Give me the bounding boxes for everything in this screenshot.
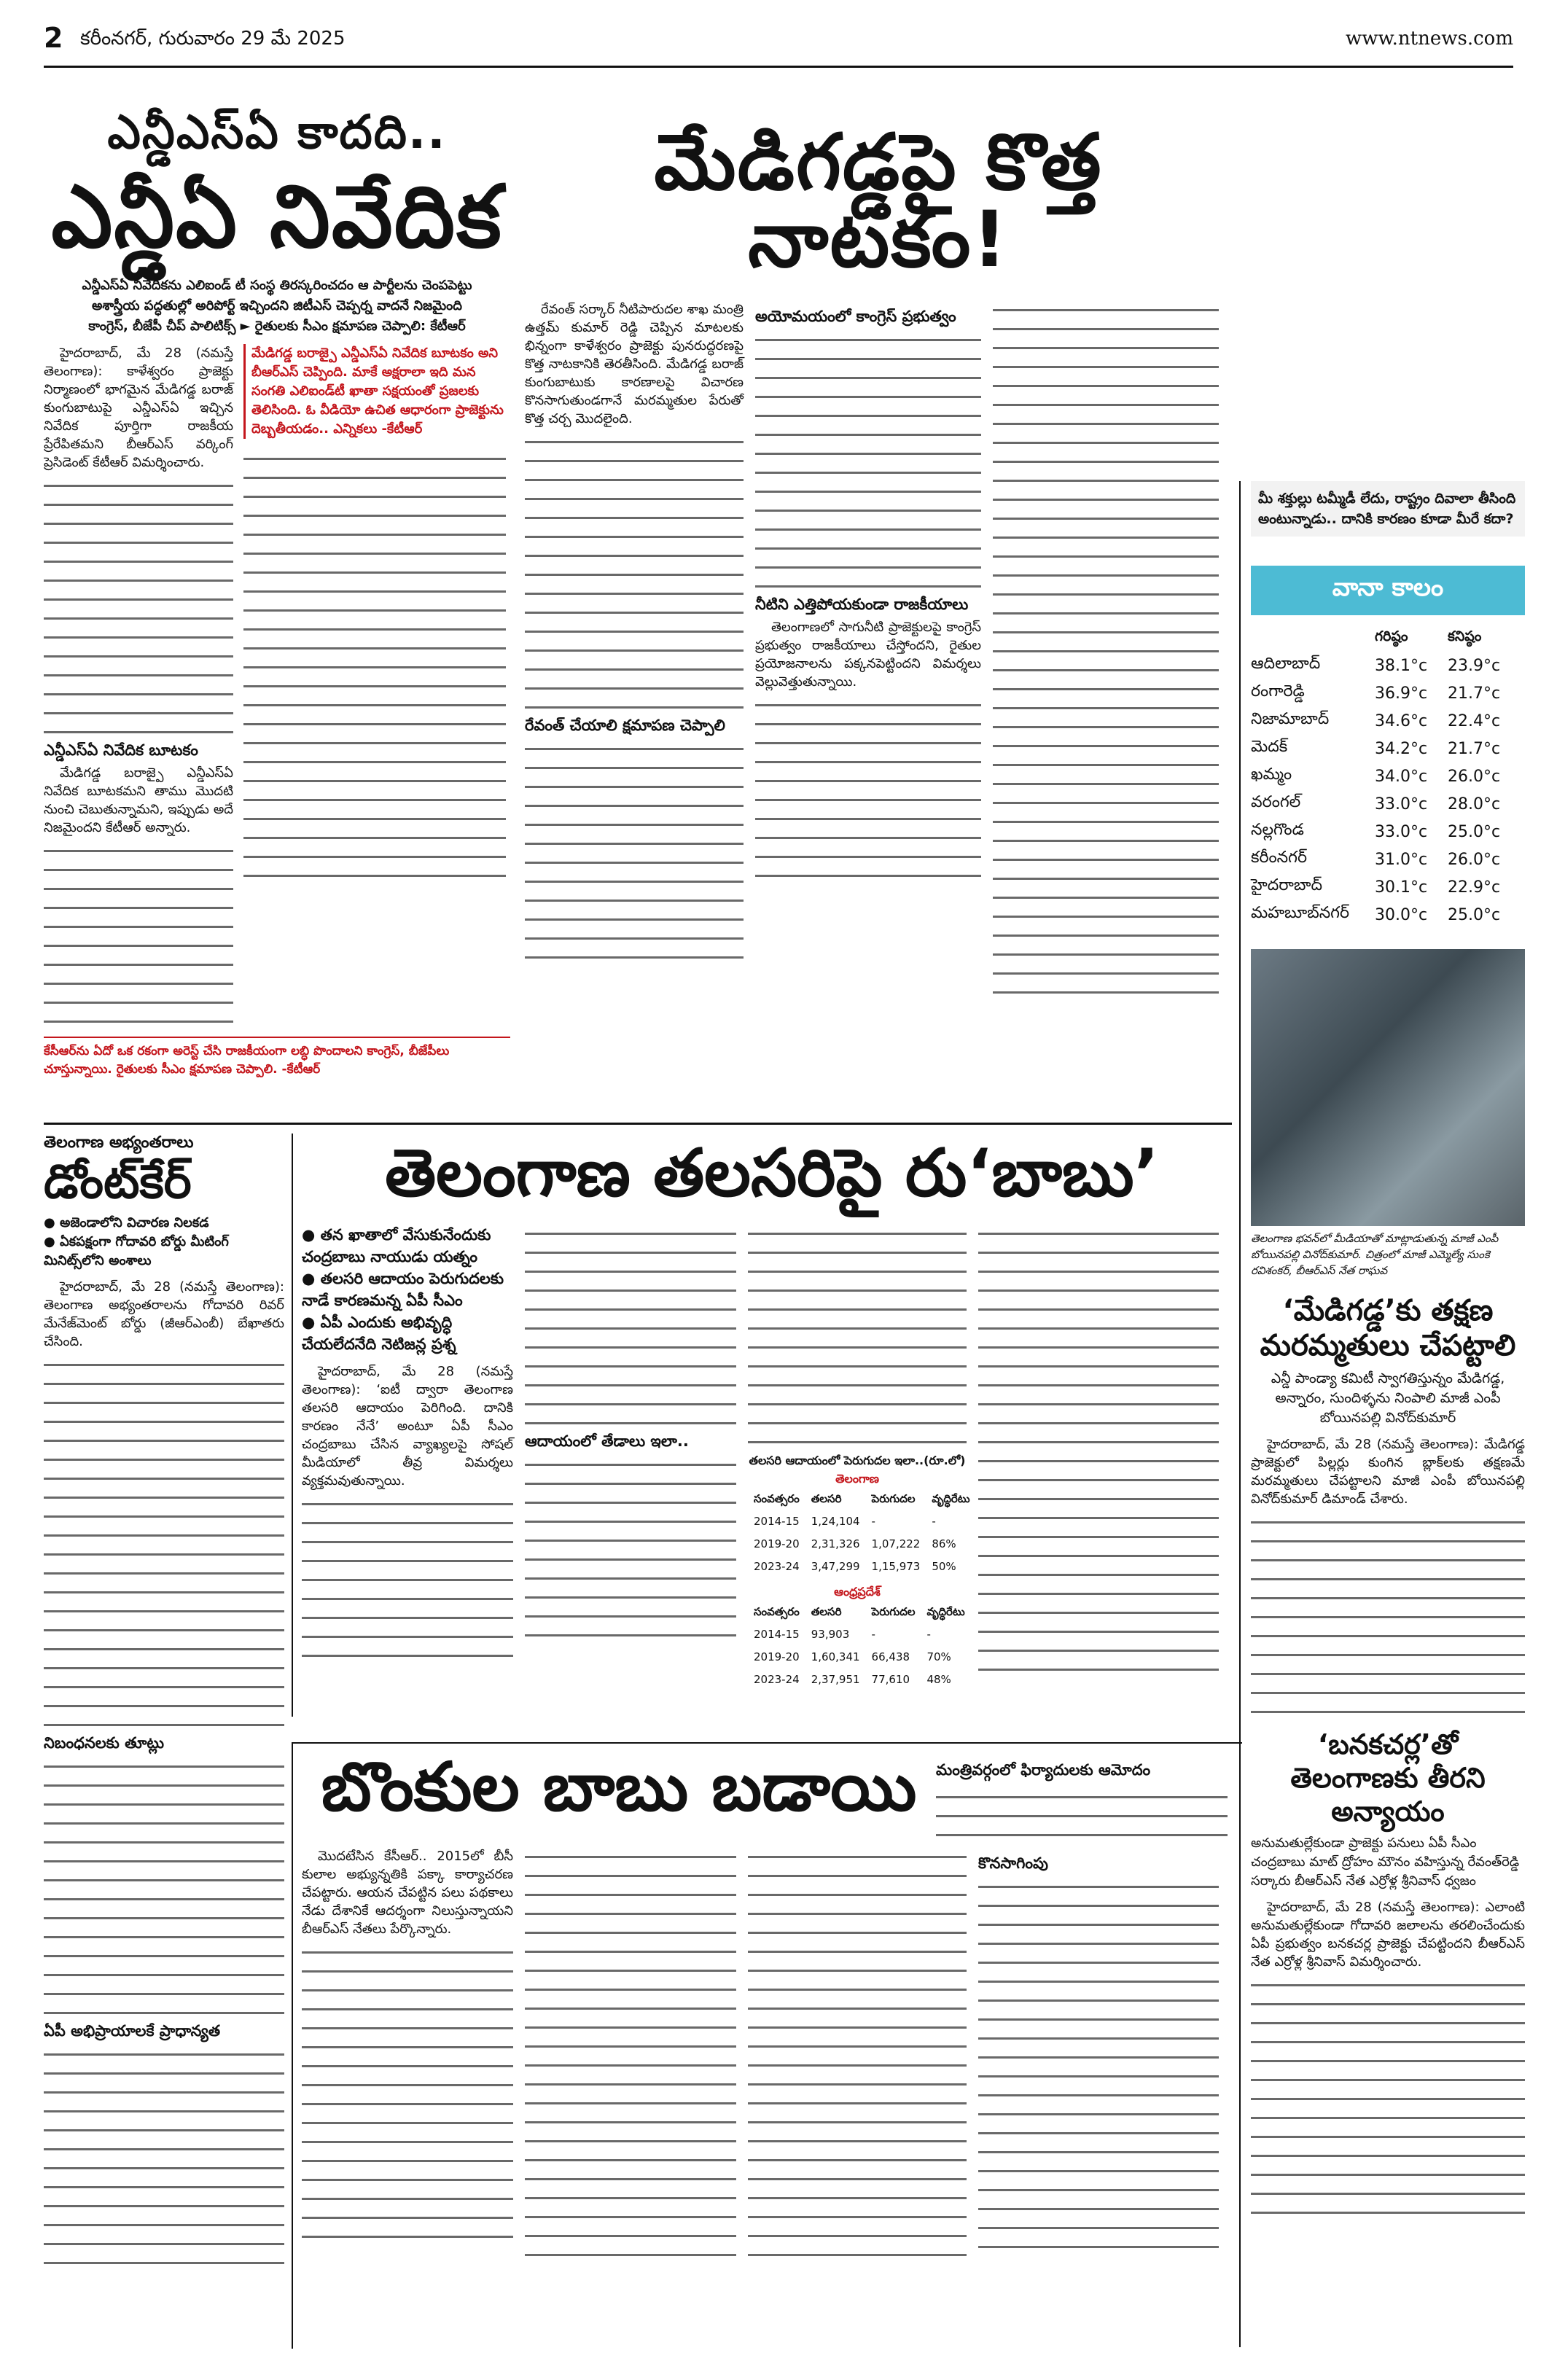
table-row bbox=[748, 1533, 976, 1556]
body-column bbox=[302, 1847, 513, 2264]
body-text-lines bbox=[44, 476, 233, 733]
weather-city: నిజామాబాద్ bbox=[1251, 710, 1330, 728]
table-cell: 1,60,341 bbox=[811, 1650, 860, 1663]
body-text-lines bbox=[748, 1224, 967, 1443]
weather-rows bbox=[1251, 652, 1525, 929]
body-column bbox=[525, 1847, 736, 2264]
income-table-telangana bbox=[748, 1488, 976, 1578]
body-text-lines bbox=[1251, 1975, 1525, 2214]
body-column bbox=[978, 1224, 1219, 1691]
table-header: తలసరి bbox=[811, 1492, 842, 1505]
bullet-item: ● ఏకపక్షంగా గోదావరి బోర్డు మీటింగ్ మినిట్స్‌లోని అంశాలు bbox=[44, 1234, 229, 1268]
body-paragraph: హైదరాబాద్, మే 28 (నమస్తే తెలంగాణ): ఎలాంటి అనుమతుల్లేకుండా గోదావరి జలాలను తరలించేందుకు ఏపీ ప్రభుత్వం బనకచర్ల ప్రాజెక్టు చేపట్టిందని బీఆర్ఎస్ నేత ఎర్రోళ్ల శ్రీనివాస్ విమర్శించారు. bbox=[1251, 1900, 1525, 1970]
weather-row bbox=[1251, 679, 1525, 707]
body-paragraph: హైదరాబాద్, మే 28 (నమస్తే తెలంగాణ): కాళేశ్వరం ప్రాజెక్టు నిర్మాణంలో భాగమైన మేడిగడ్డ బరాజ్ కుంగుబాటుపై ఎన్డీఎస్ఏ ఇచ్చిన నివేదిక పూర్తిగా రాజకీయ ప్రేరేపితమని బీఆర్ఎస్ వర్కింగ్ ప్రెసిడెంట్ కేటీఆర్ విమర్శించారు. bbox=[44, 346, 233, 470]
body-paragraph: తెలంగాణలో సాగునీటి ప్రాజెక్టులపై కాంగ్రెస్ ప్రభుత్వం రాజకీయాలు చేస్తోందని, రైతుల ప్రయోజనాలను పక్కనపెట్టిందని విమర్శలు వెల్లువెత్తుతున్నాయి. bbox=[755, 620, 981, 690]
table-cell: 2,37,951 bbox=[811, 1673, 860, 1686]
table-cell: 2019-20 bbox=[754, 1650, 800, 1663]
photo-caption: తెలంగాణ భవన్‌లో మీడియాతో మాట్లాడుతున్న మాజీ ఎంపీ బోయినపల్లి వినోద్‌కుమార్. చిత్రంలో మాజీ ఎమ్మెల్యే సుంకె రవిశంకర్, బీఆర్ఎస్ నేత రాఘవ bbox=[1251, 1232, 1499, 1277]
body-column bbox=[44, 344, 233, 1031]
story-headline: ‘మేడిగడ్డ’కు తక్షణ మరమ్మతులు చేపట్టాలి bbox=[1260, 1294, 1516, 1362]
table-header: సంవత్సరం bbox=[754, 1492, 800, 1505]
bullet-item: ● తన ఖాతాలో వేసుకునేందుకు చంద్రబాబు నాయుడు యత్నం bbox=[302, 1226, 491, 1265]
weather-max: 36.9°c bbox=[1375, 684, 1428, 703]
body-text-lines bbox=[978, 1877, 1219, 2248]
table-cell: 1,24,104 bbox=[811, 1515, 860, 1528]
table-cell: 93,903 bbox=[811, 1628, 850, 1641]
table-cell: 2014-15 bbox=[754, 1628, 800, 1641]
weather-min: 25.0°c bbox=[1448, 822, 1501, 841]
weather-min: 25.0°c bbox=[1448, 905, 1501, 924]
story-body bbox=[44, 1278, 284, 2264]
weather-max: 30.0°c bbox=[1375, 905, 1428, 924]
red-footer-quote: కేసీఆర్‌ను ఏదో ఒక రకంగా అరెస్ట్ చేసి రాజకీయంగా లబ్ధి పొందాలని కాంగ్రెస్, బీజేపీలు చూస్తున్నాయి. రైతులకు సీఎం క్షమాపణ చెప్పాలి. -కేటీఆర్ bbox=[44, 1037, 510, 1079]
weather-min: 22.9°c bbox=[1448, 878, 1501, 897]
headline: ఎన్డీఏ నివేదిక bbox=[51, 166, 503, 267]
table-cell: 50% bbox=[932, 1560, 956, 1573]
table-cell: - bbox=[932, 1515, 936, 1528]
body-text-lines bbox=[978, 1224, 1219, 1671]
weather-min: 26.0°c bbox=[1448, 767, 1501, 786]
table-row bbox=[748, 1646, 971, 1669]
table-cell: 86% bbox=[932, 1537, 956, 1550]
weather-row bbox=[1251, 762, 1525, 790]
weather-city: ఆదిలాబాద్ bbox=[1251, 655, 1321, 673]
body-column bbox=[748, 1224, 970, 1691]
subhead: ఆదాయంలో తేడాలు ఇలా.. bbox=[525, 1432, 689, 1450]
table-header-row bbox=[748, 1601, 971, 1623]
weather-box bbox=[1251, 566, 1525, 929]
deck-line: కాంగ్రెస్, బీజేపీ చీప్ పాలిటిక్స్ ► రైతులకు సీఎం క్షమాపణ చెప్పాలి: కేటీఆర్ bbox=[88, 319, 466, 334]
subhead: కొనసాగింపు bbox=[978, 1854, 1048, 1872]
headline: డోంట్‌కేర్ bbox=[44, 1155, 192, 1209]
kicker: ఎన్డీఎస్ఏ కాదది.. bbox=[107, 106, 447, 160]
body-column bbox=[978, 1847, 1219, 2264]
body-column bbox=[748, 1847, 967, 2264]
story-deck: ఎన్డీ పాండ్యా కమిటీ స్వాగతిస్తున్నం మేడిగడ్డ, అన్నారం, సుందిళ్ళను నింపాలి మాజీ ఎంపీ బోయినపల్లి వినోద్‌కుమార్ bbox=[1271, 1370, 1505, 1426]
table-cell: - bbox=[871, 1515, 875, 1528]
table-cell: - bbox=[871, 1628, 875, 1641]
weather-min: 28.0°c bbox=[1448, 795, 1501, 814]
mid-story bbox=[292, 1134, 1242, 1717]
body-text-lines bbox=[44, 2045, 284, 2264]
weather-city: నల్లగొండ bbox=[1251, 821, 1304, 839]
body-text-lines bbox=[748, 1847, 967, 2256]
weather-col-min: కనిష్ఠం bbox=[1448, 628, 1482, 644]
weather-row bbox=[1251, 790, 1525, 818]
subhead: అయోమయంలో కాంగ్రెస్ ప్రభుత్వం bbox=[755, 308, 956, 325]
story-body bbox=[1251, 1898, 1525, 2214]
table-row bbox=[748, 1556, 976, 1578]
body-paragraph: హైదరాబాద్, మే 28 (నమస్తే తెలంగాణ): తెలంగాణ అభ్యంతరాలను గోదావరి రివర్ మేనేజ్‌మెంట్ బోర్డు (జీఆర్ఎంబీ) బేఖాతరు చేసింది. bbox=[44, 1279, 284, 1349]
headline: తెలంగాణ తలసరిపై రు‘బాబు’ bbox=[385, 1135, 1159, 1212]
bullet-item: ● తలసరి ఆదాయం పెరుగుదలకు నాడే కారణమన్న ఏపీ సీఎం bbox=[302, 1270, 504, 1309]
bullet-text: ఏకపక్షంగా గోదావరి బోర్డు మీటింగ్ మినిట్స్‌లోని అంశాలు bbox=[44, 1234, 229, 1268]
subhead: నిబంధనలకు తూట్లు bbox=[44, 1734, 164, 1752]
weather-row bbox=[1251, 818, 1525, 846]
red-quote: మేడిగడ్డ బరాజ్పై ఎన్డీఎస్ఏ నివేదిక బూటకం అని బీఆర్ఎస్ చెప్పింది. మాకే అక్షరాలా ఇది మన సంగతి ఎలిఐండ్‌టీ ఖాతా సక్షయంతో ప్రజలకు తెలిసింది. ఓ వీడియో ఉచిత ఆధారంగా ప్రాజెక్టును దెబ్బతీయడం.. ఎన్నికలు -కేటీఆర్ bbox=[243, 344, 506, 439]
table-cell: 3,47,299 bbox=[811, 1560, 860, 1573]
bullet-text: తన ఖాతాలో వేసుకునేందుకు చంద్రబాబు నాయుడు యత్నం bbox=[302, 1226, 491, 1265]
table-cell: 48% bbox=[926, 1673, 951, 1686]
headline: బొంకుల బాబు బడాయి bbox=[321, 1748, 917, 1826]
table-label: ఆంధ్రప్రదేశ్ bbox=[834, 1585, 881, 1599]
weather-row bbox=[1251, 735, 1525, 762]
body-text-lines bbox=[1251, 1513, 1525, 1713]
weather-city: మెదక్ bbox=[1251, 738, 1288, 756]
story-body bbox=[1251, 1435, 1525, 1713]
body-text-lines bbox=[243, 449, 506, 877]
subhead: నీటిని ఎత్తిపోయకుండా రాజకీయాలు bbox=[755, 596, 969, 613]
body-text-lines bbox=[525, 1455, 736, 1636]
table-header-row bbox=[748, 1488, 976, 1510]
lead-right-story bbox=[525, 80, 1232, 1115]
table-header: పెరుగుదల bbox=[871, 1492, 916, 1505]
weather-city: వరంగల్ bbox=[1251, 793, 1301, 811]
table-caption: తలసరి ఆదాయంలో పెరుగుదల ఇలా..(రూ.లో) bbox=[749, 1454, 966, 1467]
weather-max: 33.0°c bbox=[1375, 822, 1428, 841]
kicker: తెలంగాణ అభ్యంతరాలు bbox=[44, 1134, 194, 1152]
weather-min: 21.7°c bbox=[1448, 739, 1501, 758]
body-text-lines bbox=[44, 1757, 284, 2014]
table-header: పెరుగుదల bbox=[871, 1605, 916, 1618]
body-paragraph: రేవంత్ సర్కార్ నీటిపారుదల శాఖ మంత్రి ఉత్తమ్ కుమార్ రెడ్డి చెప్పిన మాటలకు భిన్నంగా కాళేశ్వరం ప్రాజెక్టు పునరుద్ధరణపై కొత్త నాటకానికి తెరతీసింది. మేడిగడ్డ బరాజ్ కుంగుబాటుకు కారణాలపై విచారణ కొనసాగుతుండగానే మరమ్మతుల పేరుతో కొత్త చర్చ మొదలైంది. bbox=[525, 302, 744, 426]
weather-min: 21.7°c bbox=[1448, 684, 1501, 703]
page-number: 2 bbox=[44, 22, 63, 54]
left-story bbox=[44, 1134, 284, 2344]
story-deck: అనుమతుల్లేకుండా ప్రాజెక్టు పనులు ఏపీ సీఎం చంద్రబాబు మాట్ ద్రోహం మౌనం వహిస్తున్న రేవంత్‌రెడ్డి సర్కారు బీఆర్ఎస్ నేత ఎర్రోళ్ల శ్రీనివాస్ ధ్వజం bbox=[1251, 1835, 1520, 1889]
weather-min: 23.9°c bbox=[1448, 656, 1501, 675]
dateline: కరీంనగర్, గురువారం 29 మే 2025 bbox=[80, 28, 346, 50]
table-body bbox=[748, 1510, 976, 1578]
weather-city: ఖమ్మం bbox=[1251, 765, 1292, 784]
weather-max: 34.6°c bbox=[1375, 711, 1428, 730]
bullet-text: తలసరి ఆదాయం పెరుగుదలకు నాడే కారణమన్న ఏపీ సీఎం bbox=[302, 1270, 504, 1309]
body-column bbox=[755, 300, 981, 1002]
weather-row bbox=[1251, 873, 1525, 901]
deck-line: అశాస్త్రీయ పద్ధతుల్లో అరిపోర్ట్ ఇచ్చిందని జిటీఎస్ చెప్పర్న వాదనే నిజమైంది bbox=[92, 298, 462, 313]
table-cell: 77,610 bbox=[871, 1673, 910, 1686]
sidebar bbox=[1239, 481, 1525, 2347]
table-header: వృద్ధిరేటు bbox=[926, 1605, 965, 1618]
table-label: తెలంగాణ bbox=[835, 1472, 879, 1486]
weather-header-row bbox=[1251, 624, 1525, 652]
deck-line: ఎన్డీఎస్ఏ నివేదికను ఎలిఐండ్ టీ సంస్థ తిరస్కరించదం ఆ పార్టీలను చెంపపెట్టు bbox=[82, 278, 472, 293]
headline: మేడిగడ్డపై కొత్త నాటకం! bbox=[654, 117, 1103, 284]
table-cell: 1,15,973 bbox=[871, 1560, 921, 1573]
weather-row bbox=[1251, 652, 1525, 679]
table-cell: 2019-20 bbox=[754, 1537, 800, 1550]
table-header: తలసరి bbox=[811, 1605, 842, 1618]
weather-max: 30.1°c bbox=[1375, 878, 1428, 897]
subhead: ఏపీ అభిప్రాయాలకే ప్రాధాన్యత bbox=[44, 2022, 221, 2040]
bullet-text: ఏపీ ఎందుకు అభివృద్ధి చేయలేదనేది నెటిజన్ల ప్రశ్న bbox=[302, 1314, 456, 1353]
body-text-lines bbox=[993, 300, 1219, 994]
table-cell: - bbox=[926, 1628, 931, 1641]
body-text-lines bbox=[44, 841, 233, 1023]
table-row bbox=[748, 1510, 976, 1533]
bullet-item: ● అజెండాలోని విచారణ నిలకడ bbox=[44, 1215, 209, 1230]
body-column bbox=[525, 300, 744, 1002]
subhead: ఎన్డీఎస్ఏ నివేదిక బూటకం bbox=[44, 741, 198, 759]
body-text-lines bbox=[755, 695, 981, 877]
table-cell: 70% bbox=[926, 1650, 951, 1663]
table-row bbox=[748, 1623, 971, 1646]
table-cell: 66,438 bbox=[871, 1650, 910, 1663]
body-text-lines bbox=[525, 432, 744, 709]
bottom-story bbox=[292, 1742, 1242, 2349]
weather-max: 31.0°c bbox=[1375, 850, 1428, 869]
body-text-lines bbox=[302, 1943, 513, 2238]
body-paragraph: మేడిగడ్డ బరాజ్పై ఎన్డీఎస్ఏ నివేదిక బూటకమని తాము మొదటి నుంచి చెబుతున్నామని, ఇప్పుడు అదే నిజమైందని కేటీఆర్ అన్నారు. bbox=[44, 765, 233, 835]
body-paragraph: హైదరాబాద్, మే 28 (నమస్తే తెలంగాణ): మేడిగడ్డ ప్రాజెక్టులో పిల్లర్లు కుంగిన బ్లాక్‌లకు తక్షణమే మరమ్మతులు చేపట్టాలని మాజీ ఎంపీ బోయినపల్లి వినోద్‌కుమార్ డిమాండ్ చేశారు. bbox=[1251, 1437, 1525, 1507]
body-text-lines bbox=[936, 1787, 1228, 1836]
weather-city: మహబూబ్‌నగర్ bbox=[1251, 904, 1350, 922]
news-photo bbox=[1251, 949, 1525, 1226]
weather-max: 34.0°c bbox=[1375, 767, 1428, 786]
table-header: వృద్ధిరేటు bbox=[932, 1492, 970, 1505]
table-row bbox=[748, 1669, 971, 1691]
weather-max: 34.2°c bbox=[1375, 739, 1428, 758]
table-cell: 2023-24 bbox=[754, 1560, 800, 1573]
bullet-item: ● ఏపీ ఎందుకు అభివృద్ధి చేయలేదనేది నెటిజన్ల ప్రశ్న bbox=[302, 1314, 456, 1353]
body-column bbox=[525, 1224, 736, 1691]
weather-col-max: గరిష్ఠం bbox=[1375, 628, 1408, 644]
table-cell: 2,31,326 bbox=[811, 1537, 860, 1550]
weather-row bbox=[1251, 846, 1525, 873]
weather-title: వానా కాలం bbox=[1251, 566, 1525, 615]
weather-min: 26.0°c bbox=[1448, 850, 1501, 869]
income-table-ap bbox=[748, 1601, 971, 1691]
weather-city: హైదరాబాద్ bbox=[1251, 876, 1322, 894]
body-text-lines bbox=[525, 739, 744, 959]
weather-max: 38.1°c bbox=[1375, 656, 1428, 675]
body-text-lines bbox=[44, 1355, 284, 1726]
subhead: మంత్రివర్గంలో ఫిర్యాదులకు ఆమోదం bbox=[936, 1761, 1151, 1779]
body-paragraph: హైదరాబాద్, మే 28 (నమస్తే తెలంగాణ): ‘ఐటీ ద్వారా తెలంగాణ తలసరి ఆదాయం పెరిగింది. దానికి కారణం నేనే’ అంటూ ఏపీ సీఎం చంద్రబాబు చేసిన వ్యాఖ్యలపై సోషల్ మీడియాలో తీవ్ర విమర్శలు వ్యక్తమవుతున్నాయి. bbox=[302, 1364, 513, 1489]
table-header: సంవత్సరం bbox=[754, 1605, 800, 1618]
weather-city: రంగారెడ్డి bbox=[1251, 682, 1305, 701]
story-body bbox=[302, 1362, 513, 1657]
table-body bbox=[748, 1623, 971, 1691]
body-text-lines bbox=[525, 1224, 736, 1424]
weather-city: కరీంనగర్ bbox=[1251, 848, 1308, 867]
table-cell: 2014-15 bbox=[754, 1515, 800, 1528]
body-column bbox=[993, 300, 1219, 1002]
weather-row bbox=[1251, 707, 1525, 735]
website-link[interactable]: www.ntnews.com bbox=[1345, 28, 1513, 50]
body-text-lines bbox=[755, 330, 981, 588]
story-headline: ‘బనకచర్ల’తో తెలంగాణకు తీరని అన్యాయం bbox=[1290, 1728, 1486, 1827]
table-cell: 1,07,222 bbox=[871, 1537, 921, 1550]
masthead bbox=[44, 22, 1513, 68]
body-text-lines bbox=[525, 1847, 736, 2256]
lead-left-story bbox=[44, 80, 510, 1115]
table-cell: 2023-24 bbox=[754, 1673, 800, 1686]
bullet-text: అజెండాలోని విచారణ నిలకడ bbox=[59, 1215, 209, 1230]
weather-max: 33.0°c bbox=[1375, 795, 1428, 814]
subhead: రేవంత్ చేయాలి క్షమాపణ చెప్పాలి bbox=[525, 717, 725, 734]
weather-row bbox=[1251, 901, 1525, 929]
body-text-lines bbox=[302, 1494, 513, 1657]
weather-min: 22.4°c bbox=[1448, 711, 1501, 730]
section-divider bbox=[44, 1123, 1232, 1125]
sidebar-question: మీ శక్తుల్లు టమ్మీడీ లేదు, రాష్ట్రం దివాలా తీసింది అంటున్నాడు.. దానికి కారణం కూడా మీరే కదా? bbox=[1251, 481, 1525, 537]
body-paragraph: మొదటేసిన కేసీఆర్.. 2015లో బీసీ కులాల అభ్యున్నతికి పక్కా కార్యాచరణ చేపట్టారు. ఆయన చేపట్టిన పలు పథకాలు నేడు దేశానికే ఆదర్శంగా నిలుస్తున్నాయని బీఆర్ఎస్ నేతలు పేర్కొన్నారు. bbox=[302, 1849, 513, 1937]
